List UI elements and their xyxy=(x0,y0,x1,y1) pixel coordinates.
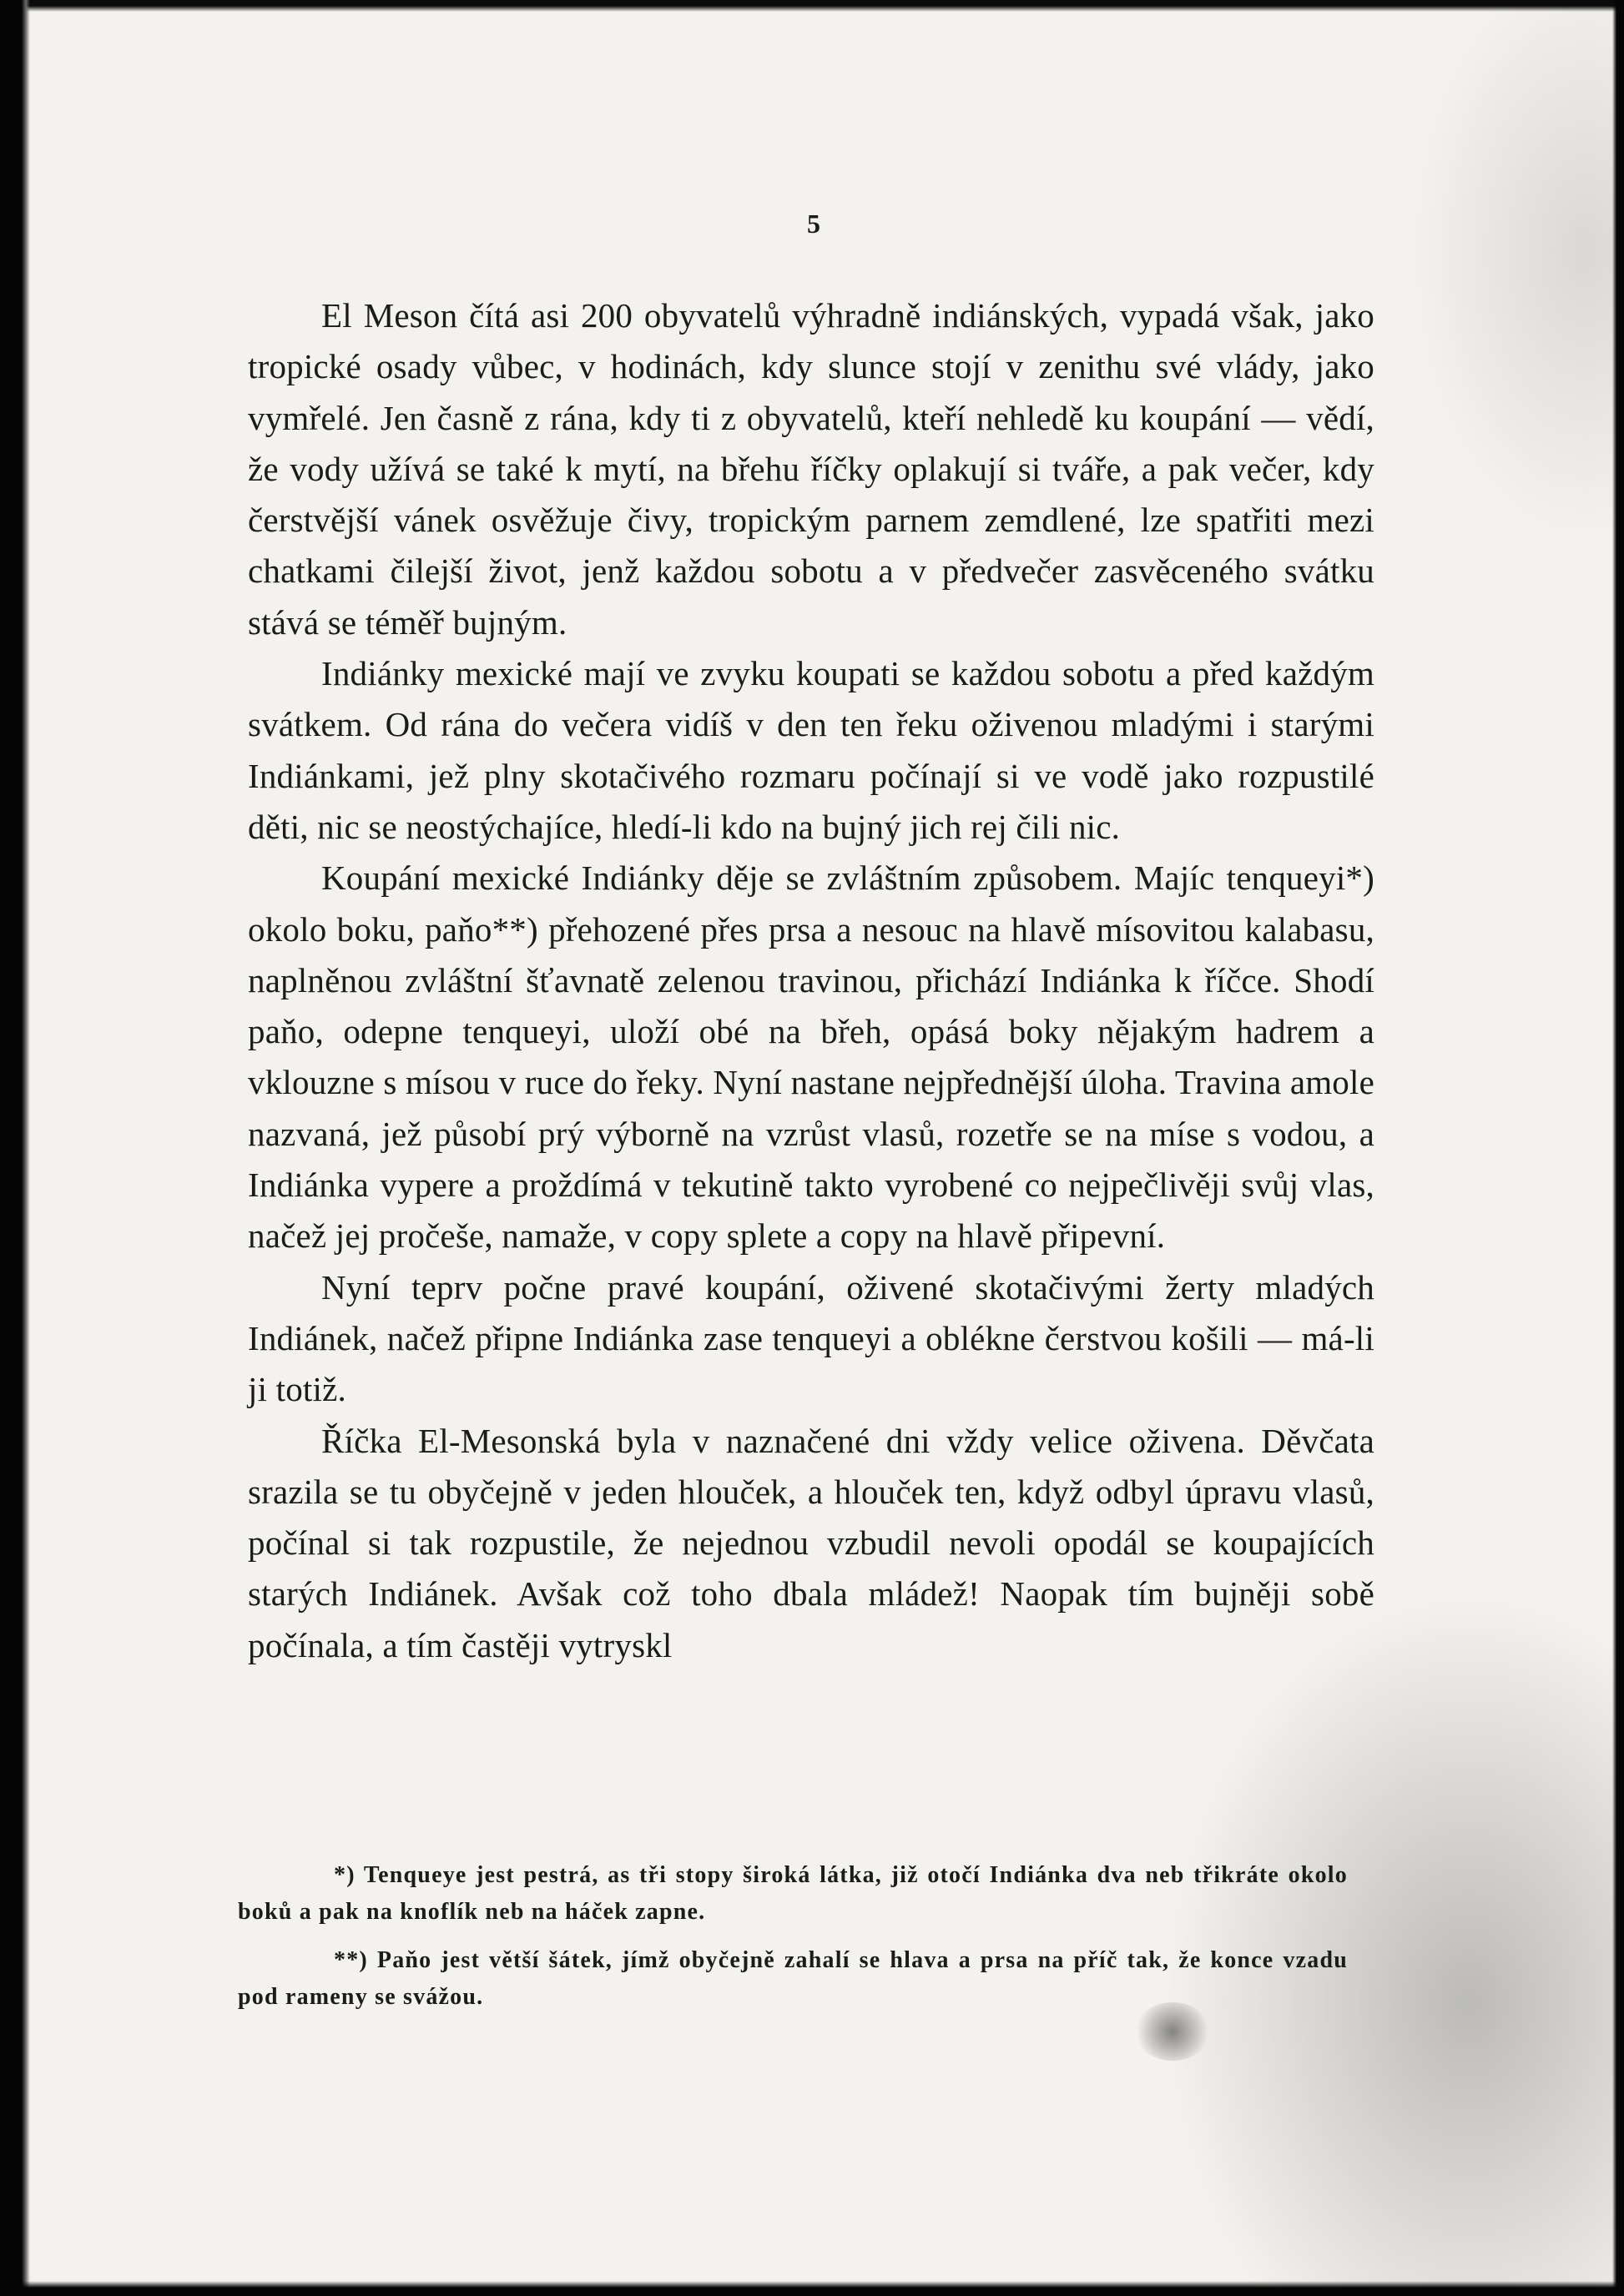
ink-smudge xyxy=(1135,2002,1210,2061)
scan-edge-top xyxy=(0,0,1624,12)
scan-edge-bottom xyxy=(0,2281,1624,2296)
body-text xyxy=(248,290,1374,1671)
paragraph-3: Koupání mexické Indiánky děje se zvláštním způsobem. Majíc tenqueyi*) okolo boku, paňo**) přehozené přes prsa a nesouc na hlavě mísovitou kalabasu, naplněnou zvláštní šťavnatě zelenou travinou, přichází Indiánka k říčce. Shodí paňo, odepne tenqueyi, uloží obé na břeh, opásá boky nějakým hadrem a vklouzne s mísou v ruce do řeky. Nyní nastane nejpřednější úloha. Travina amole nazvaná, jež působí prý výborně na vzrůst vlasů, rozetře se na míse s vodou, a Indiánka vypere a proždímá v tekutině takto vyrobené co nejpečlivěji svůj vlas, načež jej pročeše, namaže, v copy splete a copy na hlavě připevní. xyxy=(248,858,1374,1256)
page-number: 5 xyxy=(807,209,820,239)
footnote-2: **) Paňo jest větší šátek, jímž obyčejně zahalí se hlava a prsa na příč tak, že konce vzadu pod rameny se svážou. xyxy=(238,1947,1348,2010)
scan-edge-left xyxy=(0,0,30,2296)
scan-edge-right xyxy=(1612,0,1624,2296)
footnotes xyxy=(238,1857,1348,2027)
paragraph-2: Indiánky mexické mají ve zvyku koupati se každou sobotu a před každým svátkem. Od rána do večera vidíš v den ten řeku oživenou mladými i starými Indiánkami, jež plny skotačivého rozmaru počínají si ve vodě jako rozpustilé děti, nic se neostýchajíce, hledí-li kdo na bujný jich rej čili nic. xyxy=(248,654,1374,846)
paragraph-4: Nyní teprv počne pravé koupání, oživené skotačivými žerty mladých Indiánek, načež připne Indiánka zase tenqueyi a obléknе čerstvou košili — má-li ji totiž. xyxy=(248,1267,1374,1409)
paragraph-1: El Meson čítá asi 200 obyvatelů výhradně indiánských, vypadá však, jako tropické osady vůbec, v hodinách, kdy slunce stojí v zenithu své vlády, jako vymřelé. Jen časně z rána, kdy ti z obyvatelů, kteří nehledě ku koupání — vědí, že vody užívá se také k mytí, na břehu říčky oplakují si tváře, a pak večer, kdy čerstvější vánek osvěžuje čivy, tropickým parnem zemdlené, lze spatřiti mezi chatkami čilejší život, jenž každou sobotu a v předvečer zasvěceného svátku stává se téměř bujným. xyxy=(248,296,1374,642)
paragraph-5: Říčka El-Mesonská byla v naznačené dni vždy velice oživena. Děvčata srazila se tu obyčejně v jeden hlouček, a hlouček ten, když odbyl úpravu vlasů, počínal si tak rozpustile, že nejednou vzbudil nevoli opodál se koupajících starých Indiánek. Avšak což toho dbala mládež! Naopak tím bujněji sobě počínala, a tím častěji vytryskl xyxy=(248,1421,1374,1664)
footnote-1: *) Tenqueye jest pestrá, as tři stopy široká látka, již otočí Indiánka dva neb třikráte okolo boků a pak na knoflík neb na háček zapne. xyxy=(238,1862,1348,1925)
